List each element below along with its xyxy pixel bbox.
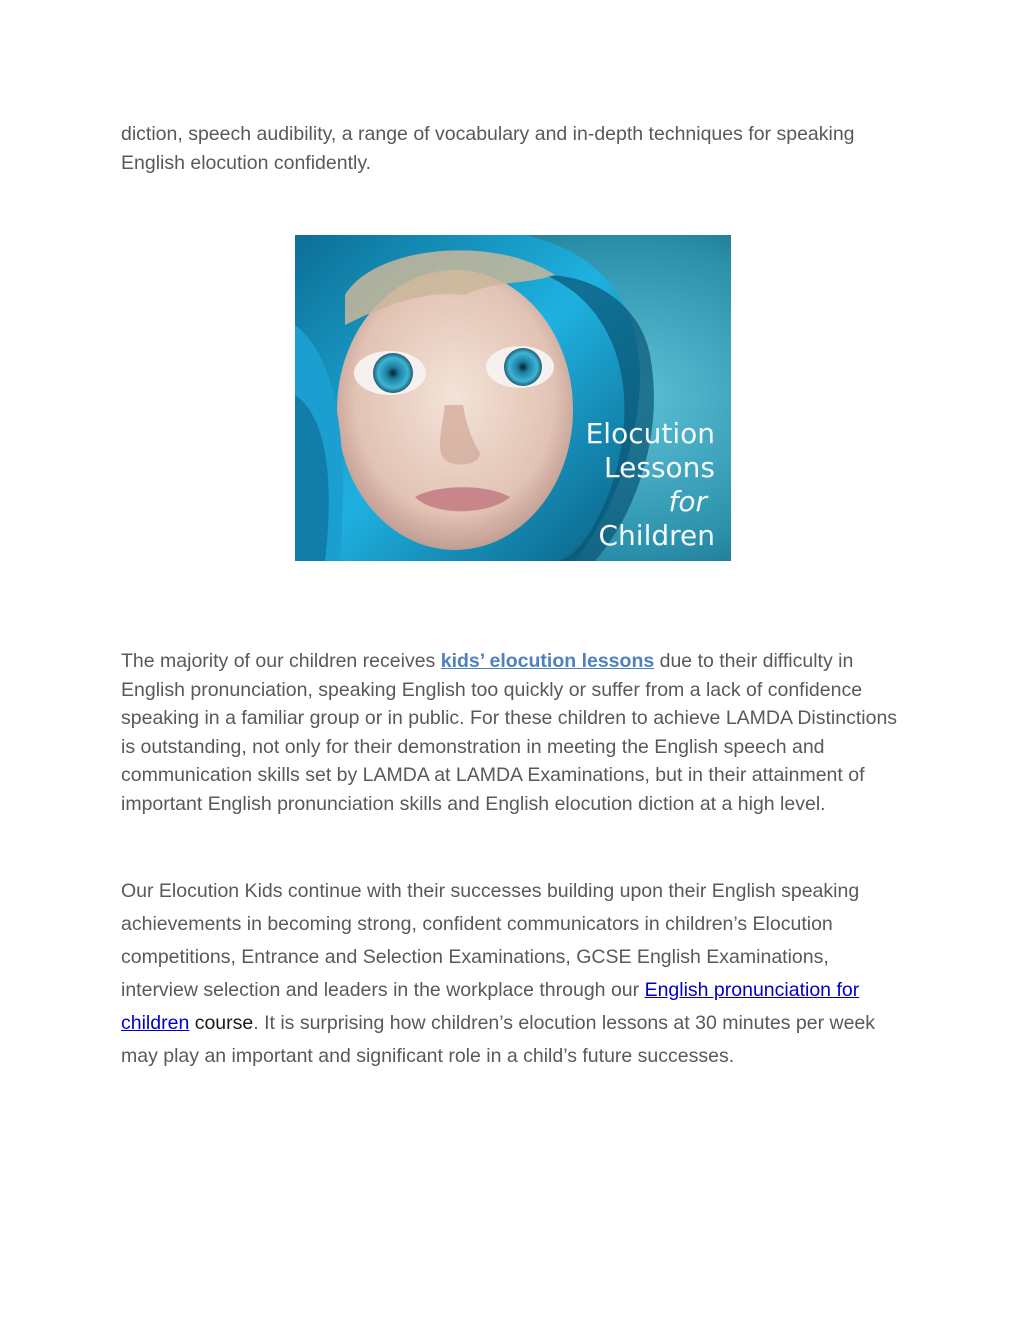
caption-line-3: for [668,485,707,518]
intro-text: diction, speech audibility, a range of vocabulary and in-depth techniques for speaking English elocution confidently. [121,123,855,174]
intro-paragraph [121,120,911,178]
body-paragraph-1 [121,647,911,819]
right-eye-icon [504,348,542,386]
p2-text-before: Our Elocution Kids continue with their successes building upon their English speaking achievements in becoming strong, confident communicators in children’s Elocution competitions, Entrance and Selection Examinations, GCSE English Examinations, interview selection and leaders in the workplace through our [121,880,860,1001]
p2-course-word: course [189,1012,254,1034]
p2-text-after: . It is surprising how children’s elocution lessons at 30 minutes per week may play an important and significant role in a child’s future successes. [121,1012,876,1067]
kids-elocution-lessons-link[interactable]: kids’ elocution lessons [440,650,655,672]
p1-text-after: due to their difficulty in English pronunciation, speaking English too quickly or suffer from a lack of confidence speaking in a familiar group or in public. For these children to achieve LAMDA Distinctions is outstanding, not only for their demonstration in meeting the English speech and communication skills set by LAMDA at LAMDA Examinations, but in their attainment of important English pronunciation skills and English elocution diction at a high level. [121,650,898,815]
body-paragraph-2 [121,875,911,1073]
left-eye-icon [373,353,413,393]
caption-line-1: Elocution [585,417,715,450]
p1-text-before: The majority of our children receives [121,650,441,672]
english-pronunciation-for-children-link[interactable]: English pronunciation for children [121,979,860,1034]
caption-line-2: Lessons [604,451,715,484]
elocution-lessons-image [295,235,731,561]
hero-illustration [295,235,731,561]
caption-line-4: Children [598,519,715,552]
